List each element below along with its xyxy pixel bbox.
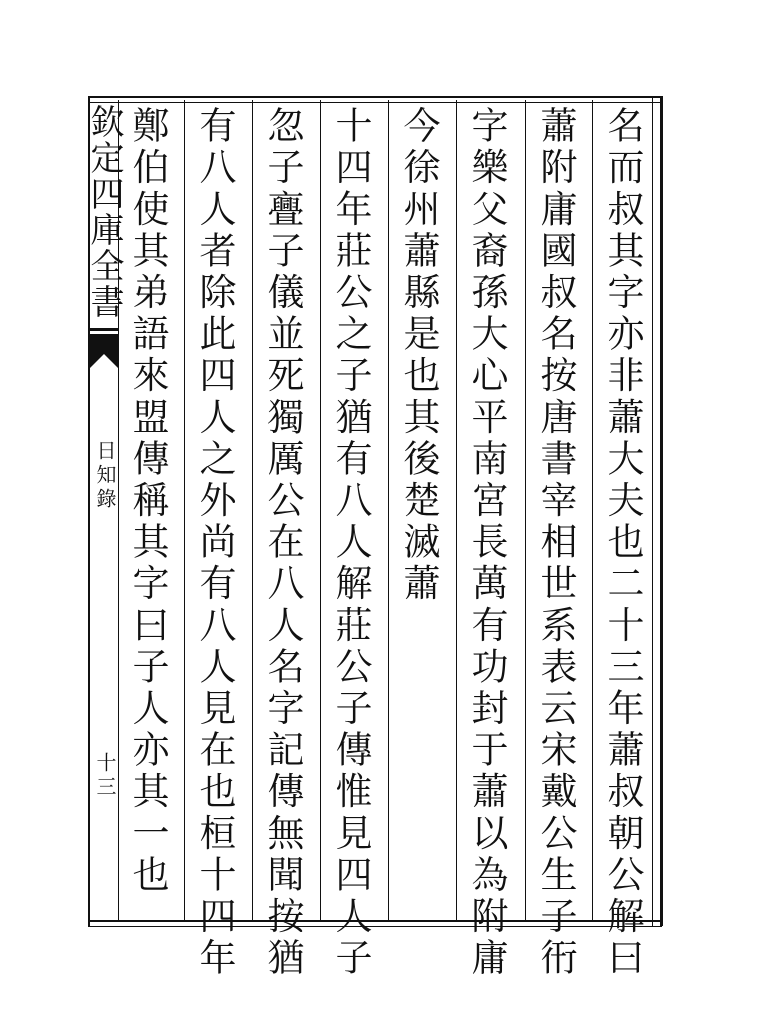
column-divider <box>320 100 321 922</box>
frame-top-rule <box>88 96 662 98</box>
frame-top-rule-thin <box>88 102 662 103</box>
column-divider <box>456 100 457 922</box>
frame-right-rule-thin <box>652 96 653 926</box>
text-column-8: 鄭伯使其弟語來盟傳稱其字曰子人亦其一也 <box>126 106 169 897</box>
column-divider <box>525 100 526 922</box>
column-divider <box>252 100 253 922</box>
book-title: 日知錄 <box>93 440 117 512</box>
text-column-2: 蕭附庸國叔名按唐書宰相世系表云宋戴公生子衎 <box>534 106 577 980</box>
text-column-7: 有八人者除此四人之外尚有八人見在也桓十四年 <box>193 106 236 980</box>
series-title: 欽定四庫全書 <box>84 104 124 320</box>
text-column-4: 今徐州蕭縣是也其後楚滅蕭 <box>397 106 440 606</box>
column-divider <box>184 100 185 922</box>
text-column-6: 忽子亹子儀並死獨厲公在八人名字記傳無聞按猶 <box>261 106 304 980</box>
column-divider <box>388 100 389 922</box>
text-column-5: 十四年莊公之子猶有八人解莊公子傳惟見四人子 <box>329 106 372 980</box>
column-divider <box>592 100 593 922</box>
frame-right-rule <box>660 96 663 926</box>
fishtail-mark <box>90 328 118 372</box>
text-column-3: 字樂父裔孫大心平南宮長萬有功封于蕭以為附庸 <box>465 106 508 980</box>
page-number: 十三 <box>93 752 117 800</box>
text-column-1: 名而叔其字亦非蕭大夫也二十三年蕭叔朝公解曰 <box>601 106 644 980</box>
